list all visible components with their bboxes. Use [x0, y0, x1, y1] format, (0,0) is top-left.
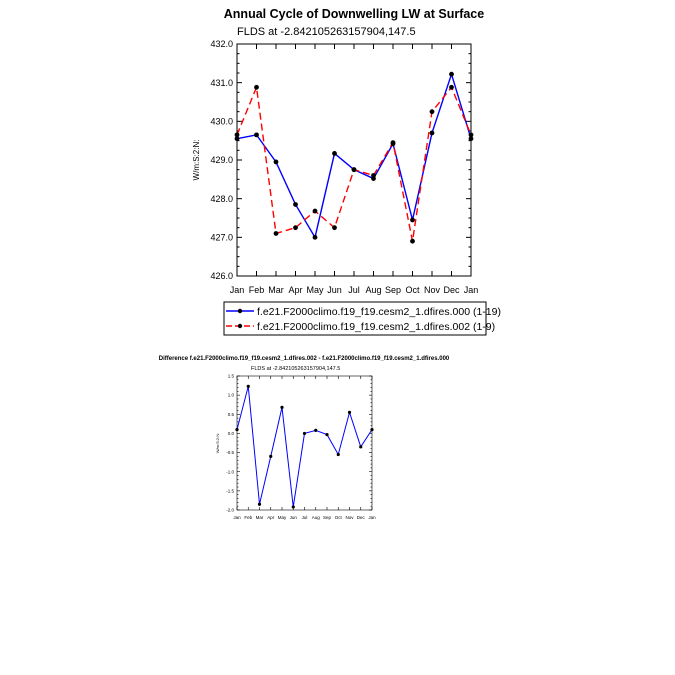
main-y-tick-label: 426.0	[210, 271, 233, 282]
main-series-1-point	[313, 235, 318, 240]
main-x-tick-label: Jan	[463, 285, 479, 295]
main-series-2-point	[293, 225, 298, 230]
diff-chart-plot	[226, 374, 376, 520]
main-series-1-point	[449, 72, 454, 77]
main-series-1-line	[237, 74, 471, 237]
main-x-tick-label: Jul	[348, 285, 360, 295]
main-series-2-point	[274, 231, 279, 236]
main-series-1-point	[274, 160, 279, 165]
main-y-tick-label: 428.0	[210, 193, 233, 204]
main-x-tick-label: Mar	[268, 285, 284, 295]
main-series-2-point	[371, 173, 376, 178]
main-chart-subtitle: FLDS at -2.842105263157904,147.5	[237, 26, 416, 38]
main-series-1-point	[293, 202, 298, 207]
diff-series-1-line	[237, 386, 372, 507]
main-y-tick-label: 429.0	[210, 155, 233, 166]
main-x-tick-label: Jun	[327, 285, 342, 295]
main-y-tick-label: 430.0	[210, 116, 233, 127]
main-y-tick-label: 431.0	[210, 77, 233, 88]
main-series-1-point	[410, 218, 415, 223]
diff-x-tick-label: May	[277, 515, 287, 520]
diff-x-tick-label: Nov	[345, 515, 354, 520]
diff-series-1-point	[359, 445, 362, 448]
diff-x-tick-label: Sep	[322, 515, 332, 520]
main-y-tick-label: 427.0	[210, 232, 233, 243]
main-series-2-point	[469, 132, 474, 137]
main-y-tick-label: 432.0	[210, 39, 233, 50]
diff-series-1-point	[292, 505, 295, 508]
diff-x-tick-label: Jan	[368, 515, 376, 520]
main-series-2-point	[410, 239, 415, 244]
diff-plot-frame	[237, 376, 372, 510]
main-series-1-point	[430, 131, 435, 136]
main-series-2-line	[237, 87, 471, 241]
diff-y-tick-label: -1.0	[226, 469, 234, 475]
diff-series-1-point	[303, 432, 306, 435]
diff-series-1-point	[337, 453, 340, 456]
diff-x-tick-label: Apr	[267, 515, 275, 520]
diff-x-tick-label: Jun	[289, 515, 297, 520]
diff-y-tick-label: 1.0	[227, 392, 234, 398]
main-series-1-point	[332, 151, 337, 156]
legend	[224, 302, 501, 335]
diff-y-tick-label: -0.5	[226, 450, 234, 456]
main-chart-plot	[210, 39, 478, 295]
main-series-2-point	[332, 225, 337, 230]
main-series-2-point	[391, 140, 396, 145]
legend-label-series-1: f.e21.F2000climo.f19_f19.cesm2_1.dfires.000 (1-19)	[257, 306, 501, 318]
diff-y-tick-label: -1.5	[226, 488, 234, 494]
main-x-tick-label: Sep	[384, 285, 402, 295]
main-x-tick-label: Jan	[229, 285, 245, 295]
main-series-2-point	[254, 85, 259, 90]
main-x-tick-label: May	[306, 285, 324, 295]
main-series-1-point	[254, 132, 259, 137]
legend-marker-series-2	[238, 324, 242, 328]
diff-x-tick-label: Aug	[311, 515, 320, 520]
legend-marker-series-1	[238, 309, 242, 313]
diff-x-tick-label: Oct	[334, 515, 342, 520]
diff-y-tick-label: 0.5	[227, 411, 234, 417]
main-x-tick-label: Apr	[288, 285, 303, 295]
main-series-2-point	[352, 167, 357, 172]
main-chart-ylabel: W/m:S:2:N:	[192, 139, 201, 181]
diff-y-tick-label: 0.0	[227, 431, 234, 437]
diff-chart-ylabel: W/m:S:2:N:	[215, 432, 220, 454]
diff-series-1-point	[247, 385, 250, 388]
diff-y-tick-label: -2.0	[226, 507, 234, 513]
diff-x-tick-label: Mar	[255, 515, 264, 520]
diff-chart-title: Difference f.e21.F2000climo.f19_f19.cesm2_1.dfires.002 - f.e21.F2000climo.f19_f19.cesm2_1.dfires.000	[158, 356, 450, 362]
diff-x-tick-label: Jul	[301, 515, 308, 520]
main-series-2-point	[449, 85, 454, 90]
main-x-tick-label: Nov	[423, 285, 441, 295]
diff-x-tick-label: Feb	[244, 515, 253, 520]
diff-x-tick-label: Jan	[233, 515, 241, 520]
diff-series-1-point	[235, 428, 238, 431]
diff-y-tick-label: 1.5	[227, 373, 234, 379]
legend-label-series-2: f.e21.F2000climo.f19_f19.cesm2_1.dfires.002 (1-9)	[257, 321, 496, 333]
diff-x-tick-label: Dec	[356, 515, 365, 520]
diff-series-1-point	[370, 428, 373, 431]
diff-series-1-point	[280, 406, 283, 409]
diff-series-1-point	[258, 503, 261, 506]
main-x-tick-label: Dec	[443, 285, 460, 295]
diff-chart-subtitle: FLDS at -2.842105263157904,147.5	[251, 366, 341, 372]
main-chart-title: Annual Cycle of Downwelling LW at Surface	[223, 7, 485, 21]
main-series-2-point	[235, 132, 240, 137]
diff-series-1-point	[348, 411, 351, 414]
main-series-2-point	[430, 109, 435, 114]
diff-series-1-point	[325, 433, 328, 436]
main-series-2-point	[313, 209, 318, 214]
diff-series-1-point	[269, 455, 272, 458]
main-x-tick-label: Aug	[365, 285, 382, 295]
main-x-tick-label: Oct	[405, 285, 420, 295]
main-plot-frame	[237, 44, 471, 276]
main-x-tick-label: Feb	[248, 285, 265, 295]
diff-series-1-point	[314, 429, 317, 432]
